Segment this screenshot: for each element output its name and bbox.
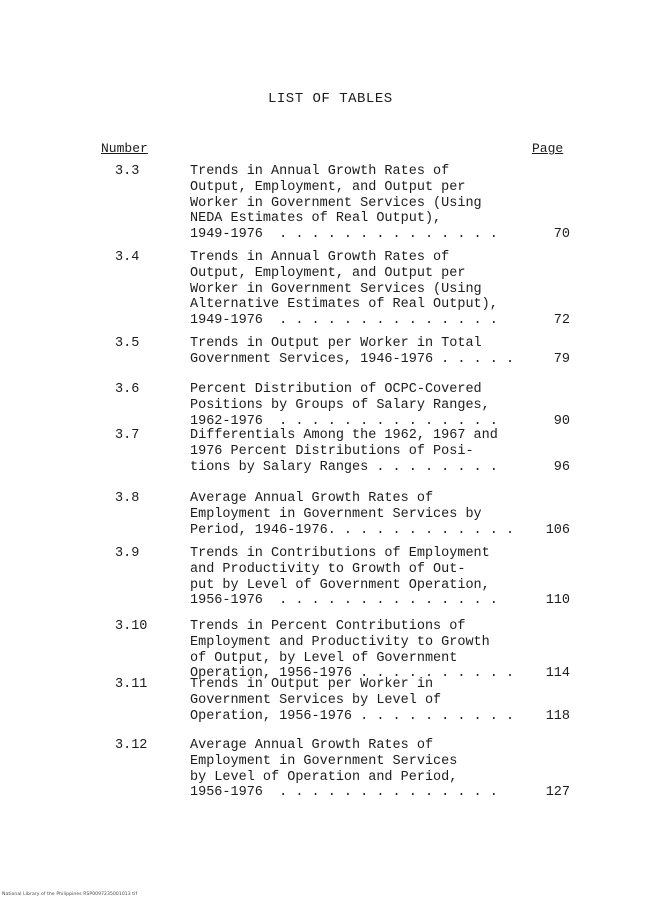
table-title-line: Employment and Productivity to Growth xyxy=(190,634,490,650)
table-title-line: Differentials Among the 1962, 1967 and xyxy=(190,428,498,443)
table-title-line: Operation, 1956-1976 . . . . . . . . . . xyxy=(190,666,515,682)
table-page-number: 70 xyxy=(553,227,570,243)
table-page-number: 127 xyxy=(545,785,570,801)
table-number: 3.3 xyxy=(115,164,140,179)
table-entry xyxy=(0,738,650,801)
table-title-line: 1976 Percent Distributions of Posi- xyxy=(190,443,474,459)
scan-footer-note: National Library of the Philippines RSP0097235001013 tif xyxy=(2,892,138,897)
table-title-line: Output, Employment, and Output per xyxy=(190,265,466,281)
table-number: 3.6 xyxy=(115,382,140,397)
table-number: 3.8 xyxy=(115,491,140,506)
table-title-line: Employment in Government Services by xyxy=(190,506,482,522)
table-entry xyxy=(0,250,650,329)
table-entry xyxy=(0,677,650,724)
table-title-line: NEDA Estimates of Real Output), xyxy=(190,211,442,227)
table-title-line: 1962-1976 . . . . . . . . . . . . . . xyxy=(190,413,498,429)
table-title xyxy=(190,336,550,368)
table-number: 3.4 xyxy=(115,250,140,265)
table-number: 3.12 xyxy=(115,738,148,753)
table-title xyxy=(190,164,550,243)
table-title-line: Worker in Government Services (Using xyxy=(190,195,482,211)
table-number: 3.9 xyxy=(115,546,140,561)
table-title-line: of Output, by Level of Government xyxy=(190,650,458,666)
page-title: LIST OF TABLES xyxy=(268,91,393,107)
table-title-line: Trends in Annual Growth Rates of xyxy=(190,250,450,265)
table-title-line: Trends in Percent Contributions of xyxy=(190,619,466,634)
table-entry xyxy=(0,619,650,682)
table-page-number: 114 xyxy=(545,666,570,682)
table-title xyxy=(190,619,550,682)
table-page-number: 96 xyxy=(553,459,570,475)
table-entry xyxy=(0,428,650,475)
table-title-line: Output, Employment, and Output per xyxy=(190,179,466,195)
number-column-header: Number xyxy=(101,141,148,156)
table-entry xyxy=(0,382,650,429)
table-page-number: 110 xyxy=(545,593,570,609)
table-title xyxy=(190,382,550,429)
table-entry xyxy=(0,491,650,538)
table-number: 3.10 xyxy=(115,619,148,634)
table-title-line: Average Annual Growth Rates of xyxy=(190,491,434,506)
table-title-line: and Productivity to Growth of Out- xyxy=(190,561,466,577)
table-title-line: Trends in Output per Worker in xyxy=(190,677,434,692)
table-number: 3.11 xyxy=(115,677,148,692)
table-title xyxy=(190,738,550,801)
table-title-line: Operation, 1956-1976 . . . . . . . . . . xyxy=(190,708,515,724)
table-page-number: 79 xyxy=(553,351,570,367)
table-title-line: Percent Distribution of OCPC-Covered xyxy=(190,382,482,397)
table-number: 3.7 xyxy=(115,428,140,443)
table-title-line: Government Services by Level of xyxy=(190,692,442,708)
table-title-line: Trends in Contributions of Employment xyxy=(190,546,490,561)
table-title-line: Positions by Groups of Salary Ranges, xyxy=(190,397,490,413)
table-title-line: Employment in Government Services xyxy=(190,753,458,769)
table-title-line: Government Services, 1946-1976 . . . . . xyxy=(190,351,515,367)
table-title-line: Period, 1946-1976. . . . . . . . . . . . xyxy=(190,522,515,538)
table-entry xyxy=(0,336,650,368)
table-title-line: put by Level of Government Operation, xyxy=(190,577,490,593)
page-column-header: Page xyxy=(532,141,564,156)
table-title-line: Trends in Output per Worker in Total xyxy=(190,336,482,351)
table-entry xyxy=(0,164,650,243)
table-page-number: 118 xyxy=(545,708,570,724)
table-title-line: 1956-1976 . . . . . . . . . . . . . . xyxy=(190,593,498,609)
table-title xyxy=(190,677,550,724)
table-title xyxy=(190,546,550,609)
table-title xyxy=(190,428,550,475)
table-entry xyxy=(0,546,650,609)
table-page-number: 106 xyxy=(545,522,570,538)
table-title-line: Trends in Annual Growth Rates of xyxy=(190,164,450,179)
table-title xyxy=(190,491,550,538)
table-title-line: Alternative Estimates of Real Output), xyxy=(190,297,498,313)
table-title xyxy=(190,250,550,329)
table-title-line: 1956-1976 . . . . . . . . . . . . . . xyxy=(190,785,498,801)
table-title-line: Average Annual Growth Rates of xyxy=(190,738,434,753)
table-title-line: Worker in Government Services (Using xyxy=(190,281,482,297)
table-title-line: by Level of Operation and Period, xyxy=(190,769,458,785)
table-title-line: 1949-1976 . . . . . . . . . . . . . . xyxy=(190,227,498,243)
table-number: 3.5 xyxy=(115,336,140,351)
table-title-line: 1949-1976 . . . . . . . . . . . . . . xyxy=(190,313,498,329)
table-page-number: 90 xyxy=(553,413,570,429)
table-page-number: 72 xyxy=(553,313,570,329)
table-title-line: tions by Salary Ranges . . . . . . . . xyxy=(190,459,498,475)
